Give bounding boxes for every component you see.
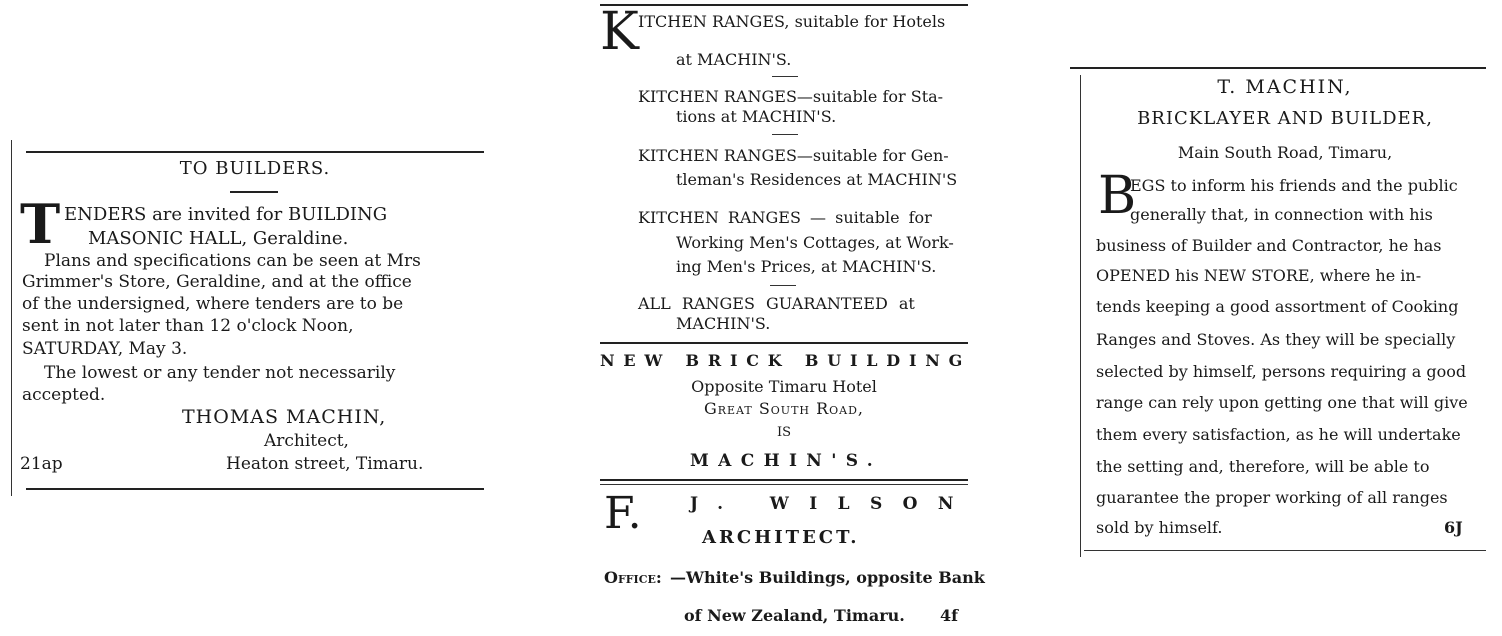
text-line: ITCHEN RANGES, suitable for Hotels — [638, 12, 946, 31]
section-rule — [600, 484, 968, 485]
architect-title: ARCHITECT. — [702, 527, 860, 548]
top-rule — [1070, 67, 1486, 69]
ad-reference: 6J — [1444, 518, 1463, 537]
text-line: Great South Road, — [703, 399, 865, 418]
text-line: the setting and, therefore, will be able to — [1096, 457, 1430, 476]
text-line: selected by himself, persons requiring a good — [1096, 362, 1467, 381]
bottom-rule — [26, 488, 484, 490]
text-line: tleman's Residences at MACHIN'S — [676, 170, 958, 189]
text-line: ing Men's Prices, at MACHIN'S. — [676, 257, 937, 276]
divider — [772, 76, 798, 77]
builder-trade: BRICKLAYER AND BUILDER, — [1137, 108, 1433, 129]
top-rule — [600, 4, 968, 6]
text-line: Opposite Timaru Hotel — [691, 377, 877, 396]
text-line: range can rely upon getting one that will give — [1096, 393, 1468, 412]
section-rule — [600, 479, 968, 481]
ad-wilson — [590, 486, 985, 636]
text-line: ENDERS are invited for BUILDING — [64, 204, 388, 225]
ad-kitchen-ranges — [590, 0, 985, 636]
ad-t-machin — [1060, 0, 1502, 636]
text-line: KITCHEN RANGES — suitable for — [638, 208, 932, 227]
office-address: of New Zealand, Timaru. — [684, 606, 905, 625]
text-line: accepted. — [22, 385, 106, 405]
text-line: SATURDAY, May 3. — [22, 339, 188, 359]
text-line: of the undersigned, where tenders are to be — [22, 294, 404, 314]
text-line: tends keeping a good assortment of Cooking — [1096, 297, 1459, 316]
section-rule — [600, 342, 968, 344]
heading-divider — [230, 191, 278, 193]
text-line: ALL RANGES GUARANTEED at — [638, 294, 915, 313]
text-line: sold by himself. — [1096, 518, 1223, 537]
office-label: Office: — [604, 568, 662, 587]
text-line: business of Builder and Contractor, he has — [1096, 236, 1442, 255]
office-address: —White's Buildings, opposite Bank — [670, 568, 985, 587]
builder-address: Main South Road, Timaru, — [1177, 143, 1393, 162]
drop-cap: K — [600, 2, 639, 62]
text-line: guarantee the proper working of all ranges — [1096, 488, 1448, 507]
text-line: The lowest or any tender not necessarily — [44, 363, 396, 383]
signature: THOMAS MACHIN, — [182, 406, 387, 428]
text-line: EGS to inform his friends and the public — [1130, 176, 1458, 195]
drop-cap: F. — [604, 488, 642, 539]
text-line: Ranges and Stoves. As they will be specially — [1096, 330, 1456, 349]
machins-heading: MACHIN'S. — [690, 451, 883, 471]
text-line: sent in not later than 12 o'clock Noon, — [22, 316, 354, 336]
text-line: tions at MACHIN'S. — [676, 107, 837, 126]
text-line: MASONIC HALL, Geraldine. — [88, 228, 349, 249]
text-line: Plans and specifications can be seen at Mrs — [44, 251, 421, 271]
text-line: Working Men's Cottages, at Work- — [676, 233, 954, 252]
divider — [772, 134, 798, 135]
text-line: KITCHEN RANGES—suitable for Sta- — [638, 87, 944, 106]
ad-heading: TO BUILDERS. — [179, 158, 331, 179]
building-heading: NEW BRICK BUILDING — [600, 351, 972, 370]
text-line: generally that, in connection with his — [1130, 205, 1433, 224]
ad-reference: 21ap — [20, 454, 63, 474]
architect-name: J. WILSON — [690, 494, 974, 514]
bottom-rule — [1084, 550, 1486, 551]
text-line: Grimmer's Store, Geraldine, and at the office — [22, 272, 412, 292]
ad-to-builders — [0, 0, 500, 636]
column-rule — [1080, 75, 1081, 557]
text-line: IS — [776, 425, 792, 440]
text-line: at MACHIN'S. — [676, 50, 792, 69]
builder-name: T. MACHIN, — [1217, 76, 1353, 98]
address: Heaton street, Timaru. — [226, 454, 424, 474]
text-line: KITCHEN RANGES—suitable for Gen- — [638, 146, 949, 165]
drop-cap: T — [20, 192, 61, 256]
drop-cap: B — [1098, 166, 1137, 226]
ad-reference: 4f — [940, 606, 959, 625]
column-rule — [11, 140, 12, 496]
signature-title: Architect, — [264, 431, 349, 451]
text-line: MACHIN'S. — [676, 314, 771, 333]
text-line: OPENED his NEW STORE, where he in- — [1096, 266, 1422, 285]
top-rule — [26, 151, 484, 153]
divider — [770, 285, 796, 286]
text-line: them every satisfaction, as he will undertake — [1096, 425, 1461, 444]
